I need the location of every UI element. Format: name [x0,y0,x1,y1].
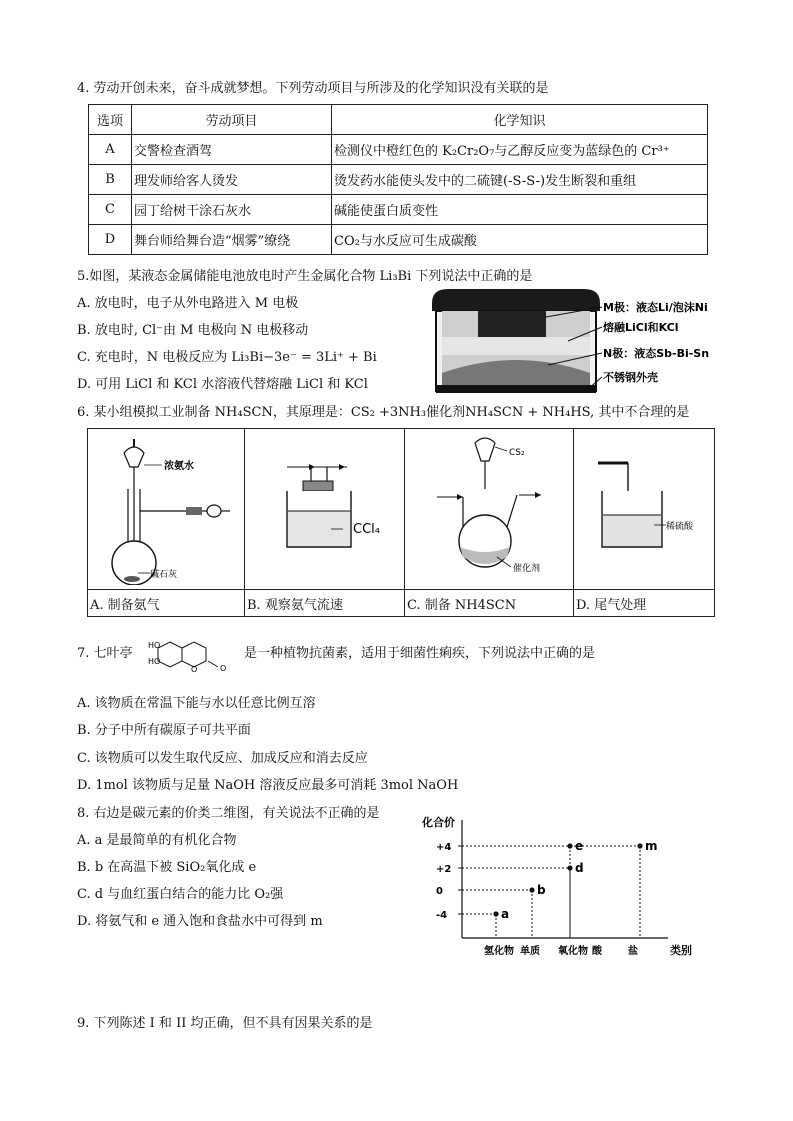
q6-stem: 6. 某小组模拟工业制备 NH₄SCN，其原理是：CS₂ +3NH₃催化剂NH₄SCN + NH₄HS, 其中不合理的是 [77,405,690,420]
q6-apparatus-table [87,428,715,617]
q7-stem-prefix: 7. 七叶亭 [77,646,133,661]
valence-class-chart [418,810,708,960]
x-tick-label: 酸 [592,946,602,957]
point-label: m [645,839,658,853]
row-option: A [89,135,132,165]
caption-d: D. 尾气处理 [574,590,715,617]
q8-option-c: C. d 与血红蛋白结合的能力比 O₂强 [77,887,284,902]
q5-stem: 5.如图，某液态金属储能电池放电时产生金属化合物 Li₃Bi 下列说法中正确的是 [77,269,533,284]
data-point [637,843,642,848]
carbonyl-oxygen-label: O [220,664,227,673]
q7-option-b: B. 分子中所有碳原子可共平面 [77,723,251,738]
apparatus-a-cell [88,429,245,590]
label-n-electrode: N极：液态Sb-Bi-Sn [603,347,710,360]
point-label: e [575,839,584,853]
row-project: 理发师给客人烫发 [132,165,332,195]
q4-table [88,104,708,255]
molten-salt [442,337,590,355]
apparatus-c [407,429,571,585]
header-option: 选项 [89,105,132,135]
apparatus-b-cell [245,429,405,590]
label-molten-salt: 熔融LiCl和KCl [603,321,679,334]
y-tick-label: +4 [436,842,452,853]
drying-tube [207,505,221,517]
label-cs2: CS₂ [509,448,525,458]
point-label: d [575,861,584,875]
data-point [529,887,534,892]
label-shell: 不锈钢外壳 [603,371,658,384]
row-knowledge: 碱能使蛋白质变性 [332,195,708,225]
x-tick-label: 氧化物 [558,946,588,957]
row-project: 交警检查酒驾 [132,135,332,165]
x-tick-label: 单质 [520,946,540,957]
apparatus-row [88,429,715,590]
point-label: a [501,907,510,921]
label-catalyst: 催化剂 [513,564,541,574]
apparatus-d-cell [574,429,715,590]
label-ammonia: 浓氨水 [164,461,194,472]
q9-stem: 9. 下列陈述 I 和 II 均正确，但不具有因果关系的是 [77,1016,373,1031]
caption-c: C. 制备 NH4SCN [405,590,574,617]
row-knowledge: 烫发药水能使头发中的二硫键(-S-S-)发生断裂和重组 [332,165,708,195]
row-option: C [89,195,132,225]
x-tick-label: 盐 [628,946,638,957]
row-option: D [89,225,132,255]
ho-label-1: HO [148,641,161,650]
q5-option-c: C. 充电时，N 电极反应为 Li₃Bi−3e⁻ = 3Li⁺ + Bi [77,350,377,365]
table-row [89,195,708,225]
row-knowledge: 检测仪中橙红色的 K₂Cr₂O₇与乙醇反应变为蓝绿色的 Cr³⁺ [332,135,708,165]
y-axis-label: 化合价 [422,816,455,829]
apparatus-b [247,429,402,585]
row-project: 园丁给树干涂石灰水 [132,195,332,225]
caption-row [88,590,715,617]
header-knowledge: 化学知识 [332,105,708,135]
q5-option-a: A. 放电时，电子从外电路进入 M 电极 [77,296,299,311]
dropping-funnel-c [475,438,495,461]
x-tick-label: 氢化物 [484,946,514,957]
q7-option-a: A. 该物质在常温下能与水以任意比例互溶 [77,696,316,711]
q7-option-c: C. 该物质可以发生取代反应、加成反应和消去反应 [77,751,368,766]
label-dilute-acid: 稀硫酸 [666,522,694,532]
row-option: B [89,165,132,195]
label-soda-lime: 碱石灰 [150,570,178,580]
label-ccl4: CCl₄ [353,522,380,537]
q8-option-d: D. 将氨气和 e 通入饱和食盐水中可得到 m [77,914,323,929]
y-tick-label: 0 [436,886,443,897]
q7-option-d: D. 1mol 该物质与足量 NaOH 溶液反应最多可消耗 3mol NaOH [77,778,459,793]
y-tick-label: +2 [436,864,452,875]
battery-diagram [428,285,728,400]
x-axis-label: 类别 [670,944,692,957]
point-label: b [537,883,546,897]
dropping-funnel [124,447,144,467]
table-row [89,165,708,195]
m-electrode [478,311,546,337]
caption-a: A. 制备氨气 [88,590,245,617]
q5-option-d: D. 可用 LiCl 和 KCl 水溶液代替熔融 LiCl 和 KCl [77,377,368,392]
row-project: 舞台师给舞台造“烟雾”缭绕 [132,225,332,255]
battery-base [436,385,596,393]
q4-stem: 4. 劳动开创未来，奋斗成就梦想。下列劳动项目与所涉及的化学知识没有关联的是 [77,81,549,96]
caption-b: B. 观察氨气流速 [245,590,405,617]
q8-option-b: B. b 在高温下被 SiO₂氧化成 e [77,860,257,875]
battery-lid [432,289,600,311]
q5-option-b: B. 放电时, Cl⁻由 M 电极向 N 电极移动 [77,323,309,338]
q8-stem: 8. 右边是碳元素的价类二维图，有关说法不正确的是 [77,806,380,821]
table-row [89,135,708,165]
header-project: 劳动项目 [132,105,332,135]
table-header-row [89,105,708,135]
apparatus-d [576,429,706,585]
q7-stem: 是一种植物抗菌素，适用于细菌性痢疾，下列说法中正确的是 [244,646,596,661]
esculetin-structure [146,634,236,674]
q8-option-a: A. a 是最简单的有机化合物 [77,833,237,848]
ho-label-2: HO [148,657,161,666]
apparatus-c-cell [405,429,574,590]
row-knowledge: CO₂与水反应可生成碳酸 [332,225,708,255]
table-row [89,225,708,255]
data-point [493,911,498,916]
y-tick-label: -4 [436,910,448,921]
ring-oxygen-label: O [191,665,198,674]
label-m-electrode: M极：液态Li/泡沫Ni [603,301,708,314]
apparatus-a [90,429,242,585]
